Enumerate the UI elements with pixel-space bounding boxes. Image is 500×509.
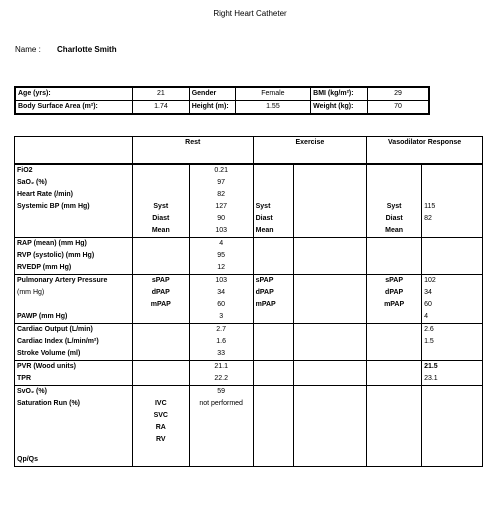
satrun-rv: RV [132, 434, 189, 446]
rvedp-rest: 12 [189, 262, 253, 275]
pap-spap-label: sPAP [132, 275, 189, 288]
pap-unit: (mm Hg) [15, 287, 133, 299]
ci-rest: 1.6 [189, 336, 253, 348]
sbp-rest-diast: 90 [189, 213, 253, 225]
pawp-rest: 3 [189, 311, 253, 324]
sbp-ex-mean-label: Mean [253, 225, 293, 238]
name-label: Name : [15, 45, 41, 54]
ci-label: Cardiac Index (L/min/m²) [15, 336, 133, 348]
sbp-vaso-diast-label: Diast [367, 213, 422, 225]
satrun-svc: SVC [132, 410, 189, 422]
patient-name: Charlotte Smith [57, 45, 117, 54]
fio2-label: FiO2 [15, 164, 133, 177]
hr-rest: 82 [189, 189, 253, 201]
height-label: Height (m): [189, 101, 235, 115]
rap-label: RAP (mean) (mm Hg) [15, 238, 133, 251]
sbp-ex-diast-label: Diast [253, 213, 293, 225]
sbp-mean-label: Mean [132, 225, 189, 238]
gender-label: Gender [189, 87, 235, 101]
pap-ex-spap-label: sPAP [253, 275, 293, 288]
sv-label: Stroke Volume (ml) [15, 348, 133, 361]
pap-vaso-mpap-label: mPAP [367, 299, 422, 311]
bsa-value: 1.74 [133, 101, 190, 115]
pap-vaso-s: 102 [422, 275, 483, 288]
pap-vaso-d: 34 [422, 287, 483, 299]
pap-rest-s: 103 [189, 275, 253, 288]
svo2-label: SvO₂ (%) [15, 386, 133, 399]
sbp-vaso-syst: 115 [422, 201, 483, 213]
patient-name-row [15, 45, 117, 54]
sbp-syst-label: Syst [132, 201, 189, 213]
pvr-label: PVR (Wood units) [15, 361, 133, 374]
header-exercise: Exercise [253, 137, 367, 165]
co-vaso: 2.6 [422, 324, 483, 337]
pap-ex-mpap-label: mPAP [253, 299, 293, 311]
pap-label: Pulmonary Artery Pressure [15, 275, 133, 288]
satrun-ra: RA [132, 422, 189, 434]
satrun-label: Saturation Run (%) [15, 398, 133, 410]
height-value: 1.55 [235, 101, 310, 115]
sv-rest: 33 [189, 348, 253, 361]
co-label: Cardiac Output (L/min) [15, 324, 133, 337]
sbp-ex-syst-label: Syst [253, 201, 293, 213]
weight-label: Weight (kg): [311, 101, 368, 115]
hr-label: Heart Rate (/min) [15, 189, 133, 201]
satrun-rest: not performed [189, 398, 253, 410]
rvedp-label: RVEDP (mm Hg) [15, 262, 133, 275]
sbp-label: Systemic BP (mm Hg) [15, 201, 133, 213]
svo2-rest: 59 [189, 386, 253, 399]
tpr-vaso: 23.1 [422, 373, 483, 386]
bmi-value: 29 [368, 87, 430, 101]
header-rest: Rest [132, 137, 253, 165]
sao2-label: SaO₂ (%) [15, 177, 133, 189]
sao2-rest: 97 [189, 177, 253, 189]
sbp-rest-syst: 127 [189, 201, 253, 213]
pap-dpap-label: dPAP [132, 287, 189, 299]
age-label: Age (yrs): [15, 87, 133, 101]
page-title: Right Heart Catheter [213, 9, 287, 18]
bsa-label: Body Surface Area (m²): [15, 101, 133, 115]
sbp-vaso-mean-label: Mean [367, 225, 422, 238]
rap-rest: 4 [189, 238, 253, 251]
pap-rest-d: 34 [189, 287, 253, 299]
pap-ex-dpap-label: dPAP [253, 287, 293, 299]
gender-value: Female [235, 87, 310, 101]
sbp-diast-label: Diast [132, 213, 189, 225]
demographics-table [14, 86, 430, 115]
satrun-ivc: IVC [132, 398, 189, 410]
hemodynamics-table [14, 136, 483, 467]
tpr-rest: 22.2 [189, 373, 253, 386]
pvr-rest: 21.1 [189, 361, 253, 374]
rvp-label: RVP (systolic) (mm Hg) [15, 250, 133, 262]
pap-vaso-dpap-label: dPAP [367, 287, 422, 299]
sbp-vaso-diast: 82 [422, 213, 483, 225]
ci-vaso: 1.5 [422, 336, 483, 348]
sbp-vaso-syst-label: Syst [367, 201, 422, 213]
sbp-rest-mean: 103 [189, 225, 253, 238]
bmi-label: BMI (kg/m²): [311, 87, 368, 101]
pap-mpap-label: mPAP [132, 299, 189, 311]
header-vasodilator: Vasodilator Response [367, 137, 483, 165]
qpqs-label: Qp/Qs [15, 446, 133, 466]
co-rest: 2.7 [189, 324, 253, 337]
fio2-rest: 0.21 [189, 164, 253, 177]
pap-vaso-m: 60 [422, 299, 483, 311]
pawp-label: PAWP (mm Hg) [15, 311, 133, 324]
pap-vaso-spap-label: sPAP [367, 275, 422, 288]
weight-value: 70 [368, 101, 430, 115]
rvp-rest: 95 [189, 250, 253, 262]
pap-rest-m: 60 [189, 299, 253, 311]
pvr-vaso: 21.5 [422, 361, 483, 374]
tpr-label: TPR [15, 373, 133, 386]
age-value: 21 [133, 87, 190, 101]
pawp-vaso: 4 [422, 311, 483, 324]
